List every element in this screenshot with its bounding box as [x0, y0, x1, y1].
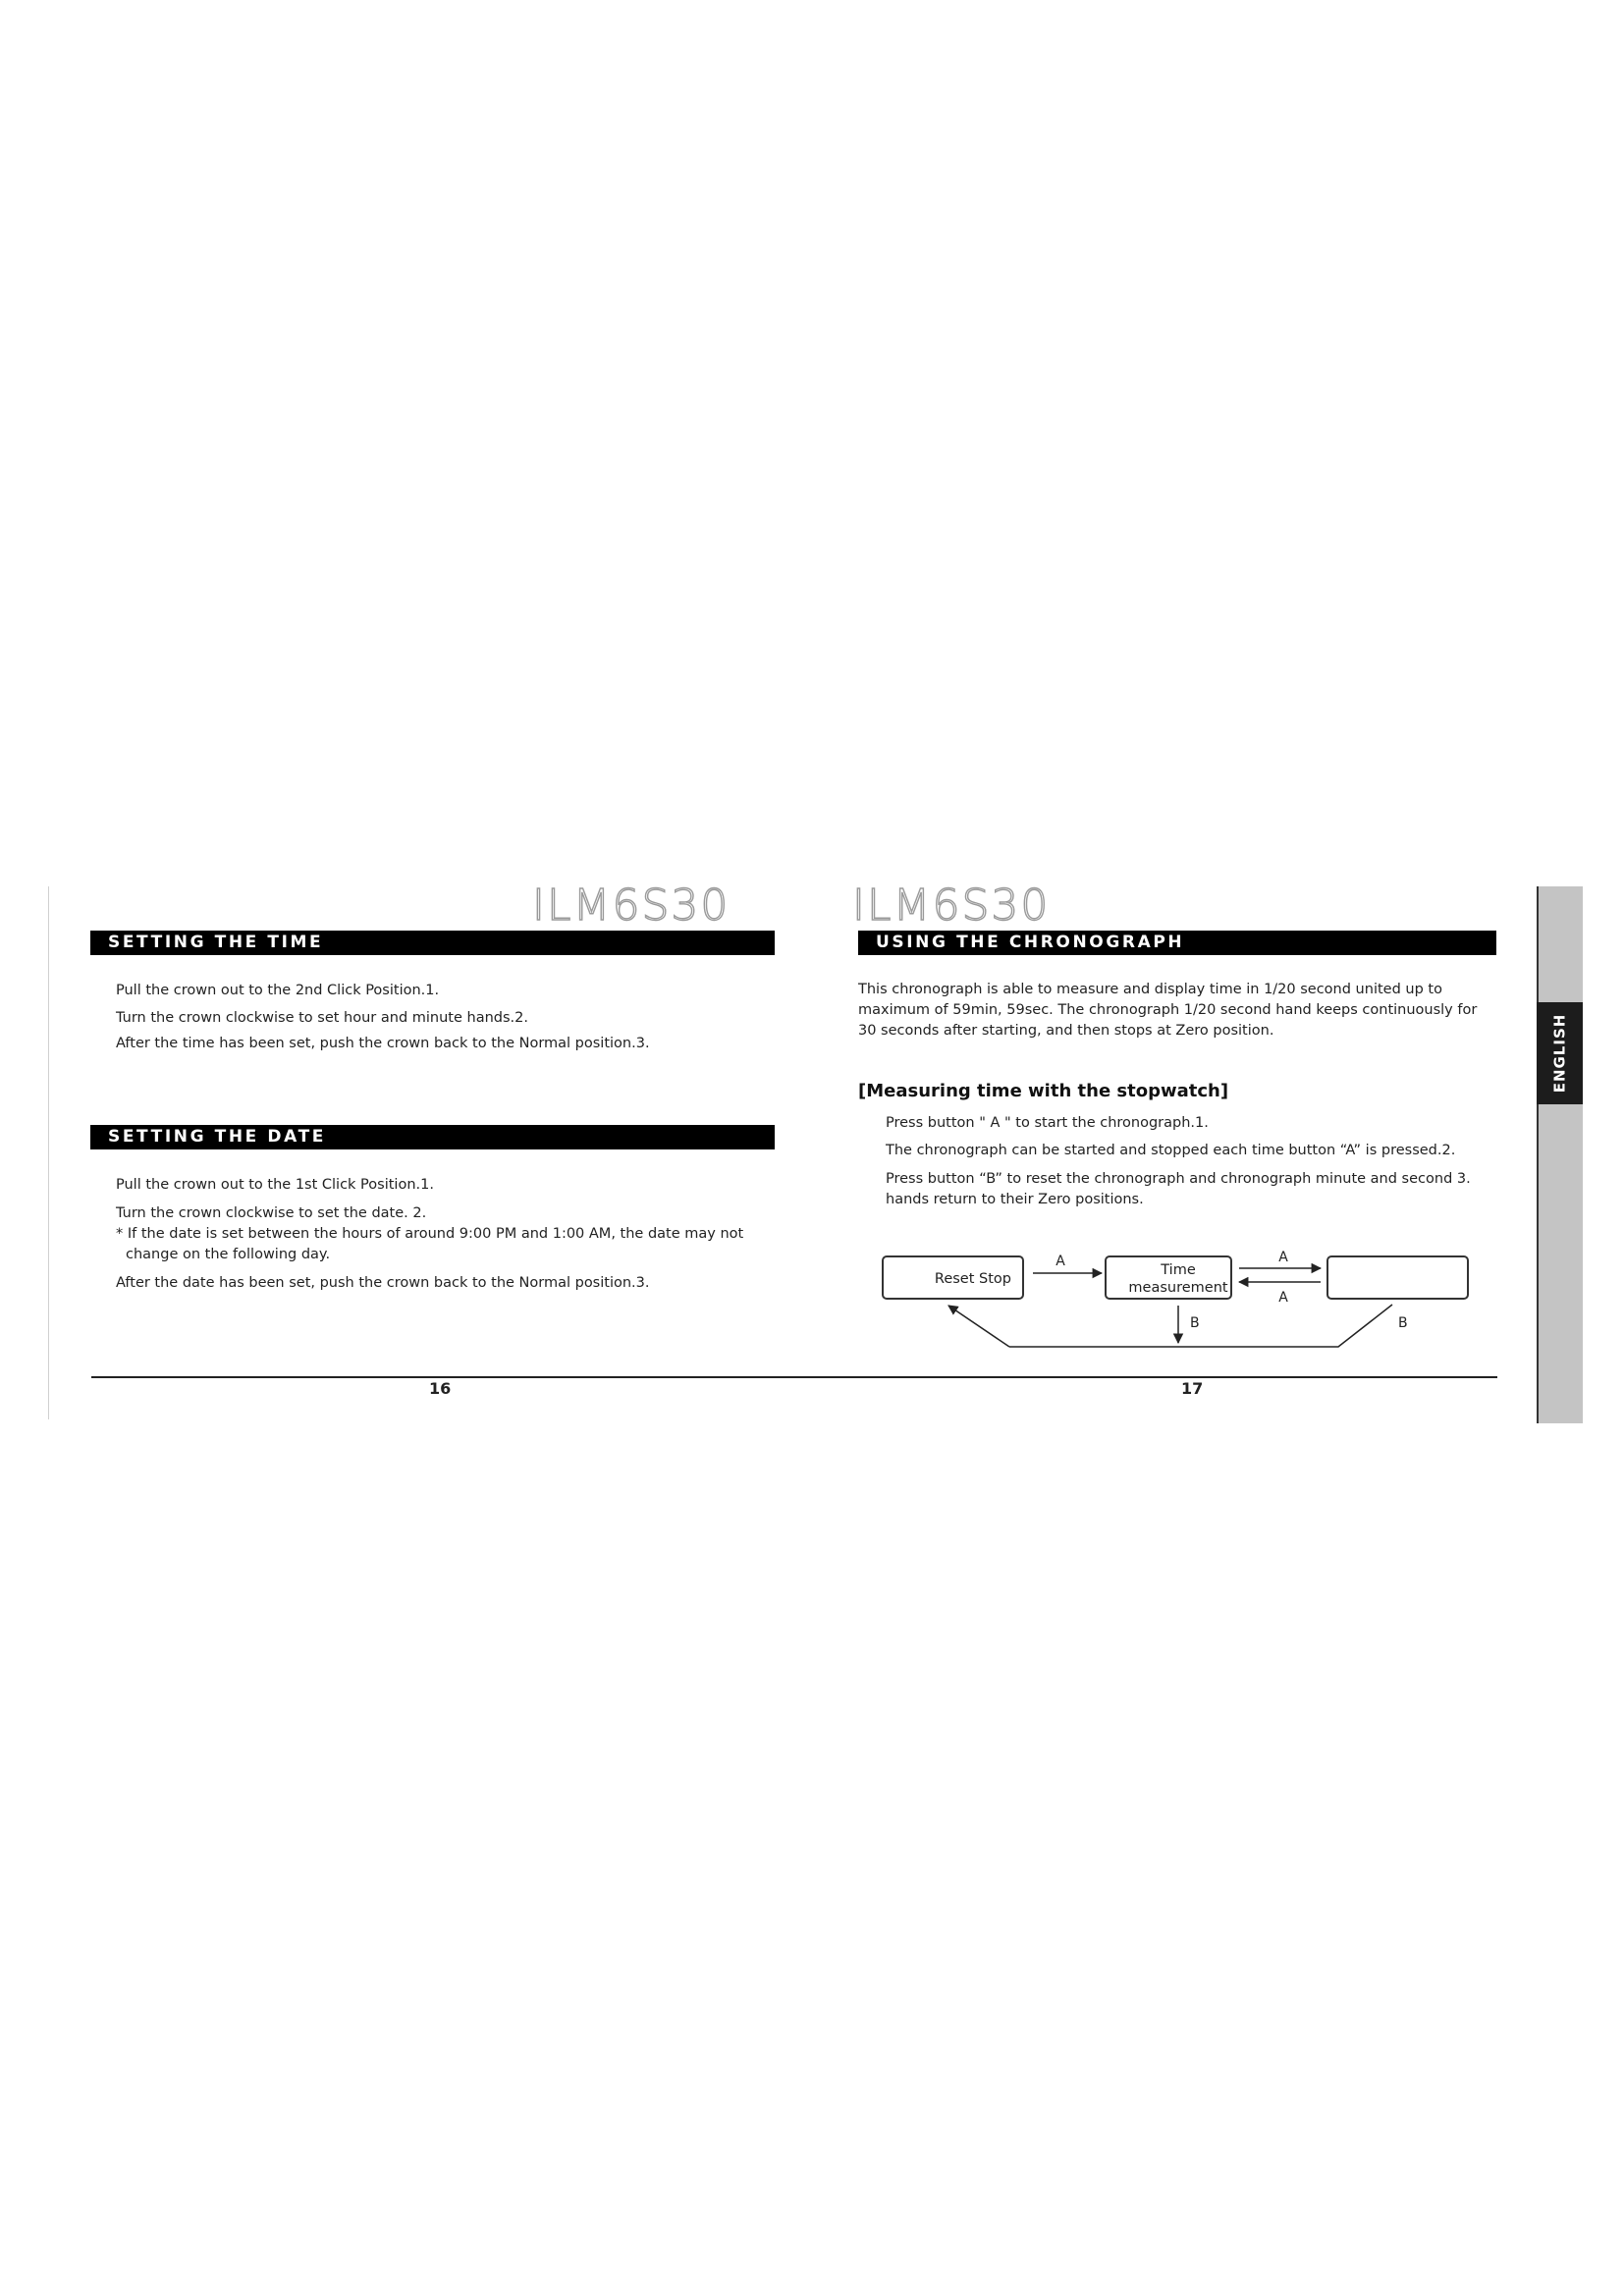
box-stopped: [1327, 1256, 1468, 1299]
chrono-step-2: The chronograph can be started and stopped each time button “A” is pressed.2.: [886, 1143, 1456, 1158]
footer-rule: [91, 1376, 1497, 1378]
date-note-line-1: * If the date is set between the hours of around 9:00 PM and 1:00 AM, the date may not: [116, 1226, 744, 1242]
chronograph-heading: USING THE CHRONOGRAPH: [858, 931, 1496, 955]
chronograph-intro: [858, 980, 1518, 1041]
date-note-line-2: change on the following day.: [126, 1247, 331, 1262]
intro-line-3: 30 seconds after starting, and then stops at Zero position.: [858, 1023, 1274, 1039]
intro-line-2: maximum of 59min, 59sec. The chronograph 1/20 second hand keeps continuously for: [858, 1002, 1478, 1018]
page-number-left: 16: [429, 1379, 452, 1398]
label-a-restart: A: [1278, 1290, 1288, 1306]
measurement-label: measurement: [1128, 1280, 1228, 1296]
date-step-1: Pull the crown out to the 1st Click Position.1.: [116, 1177, 434, 1193]
setting-time-heading: SETTING THE TIME: [90, 931, 775, 955]
label-a-start: A: [1056, 1254, 1065, 1269]
time-label: Time: [1161, 1262, 1196, 1278]
chrono-step-1: Press button " A " to start the chronograph.1.: [886, 1115, 1209, 1131]
date-step-3: After the date has been set, push the crown back to the Normal position.3.: [116, 1275, 650, 1291]
reset-stop-label: Reset Stop: [934, 1271, 1011, 1287]
arrow-reset-return: [948, 1306, 1009, 1347]
language-side-strip: [1537, 886, 1583, 1423]
language-tab-text: ENGLISH: [1550, 1013, 1569, 1094]
page-number-right: 17: [1181, 1379, 1204, 1398]
time-step-3: After the time has been set, push the crown back to the Normal position.3.: [116, 1036, 650, 1051]
language-tab-label: [1537, 1002, 1583, 1104]
setting-date-heading: SETTING THE DATE: [90, 1125, 775, 1149]
reset-path: [1009, 1305, 1392, 1347]
intro-line-1: This chronograph is able to measure and display time in 1/20 second united up to: [858, 982, 1442, 997]
label-a-stop: A: [1278, 1250, 1288, 1265]
stopwatch-subheading: [Measuring time with the stopwatch]: [858, 1081, 1229, 1101]
chrono-step-3-cont: hands return to their Zero positions.: [886, 1192, 1144, 1207]
model-title-right: ILM6S30: [852, 881, 1051, 931]
model-title-left: ILM6S30: [532, 881, 731, 931]
label-b-reset: B: [1398, 1315, 1408, 1331]
time-step-1: Pull the crown out to the 2nd Click Position.1.: [116, 983, 440, 998]
label-b-down: B: [1190, 1315, 1200, 1331]
page-edge: [48, 886, 49, 1419]
chrono-step-3: Press button “B” to reset the chronograph and chronograph minute and second 3.: [886, 1171, 1471, 1187]
date-step-2: Turn the crown clockwise to set the date. 2.: [116, 1205, 427, 1221]
chronograph-flow-diagram: [874, 1247, 1483, 1355]
time-step-2: Turn the crown clockwise to set hour and minute hands.2.: [116, 1010, 528, 1026]
